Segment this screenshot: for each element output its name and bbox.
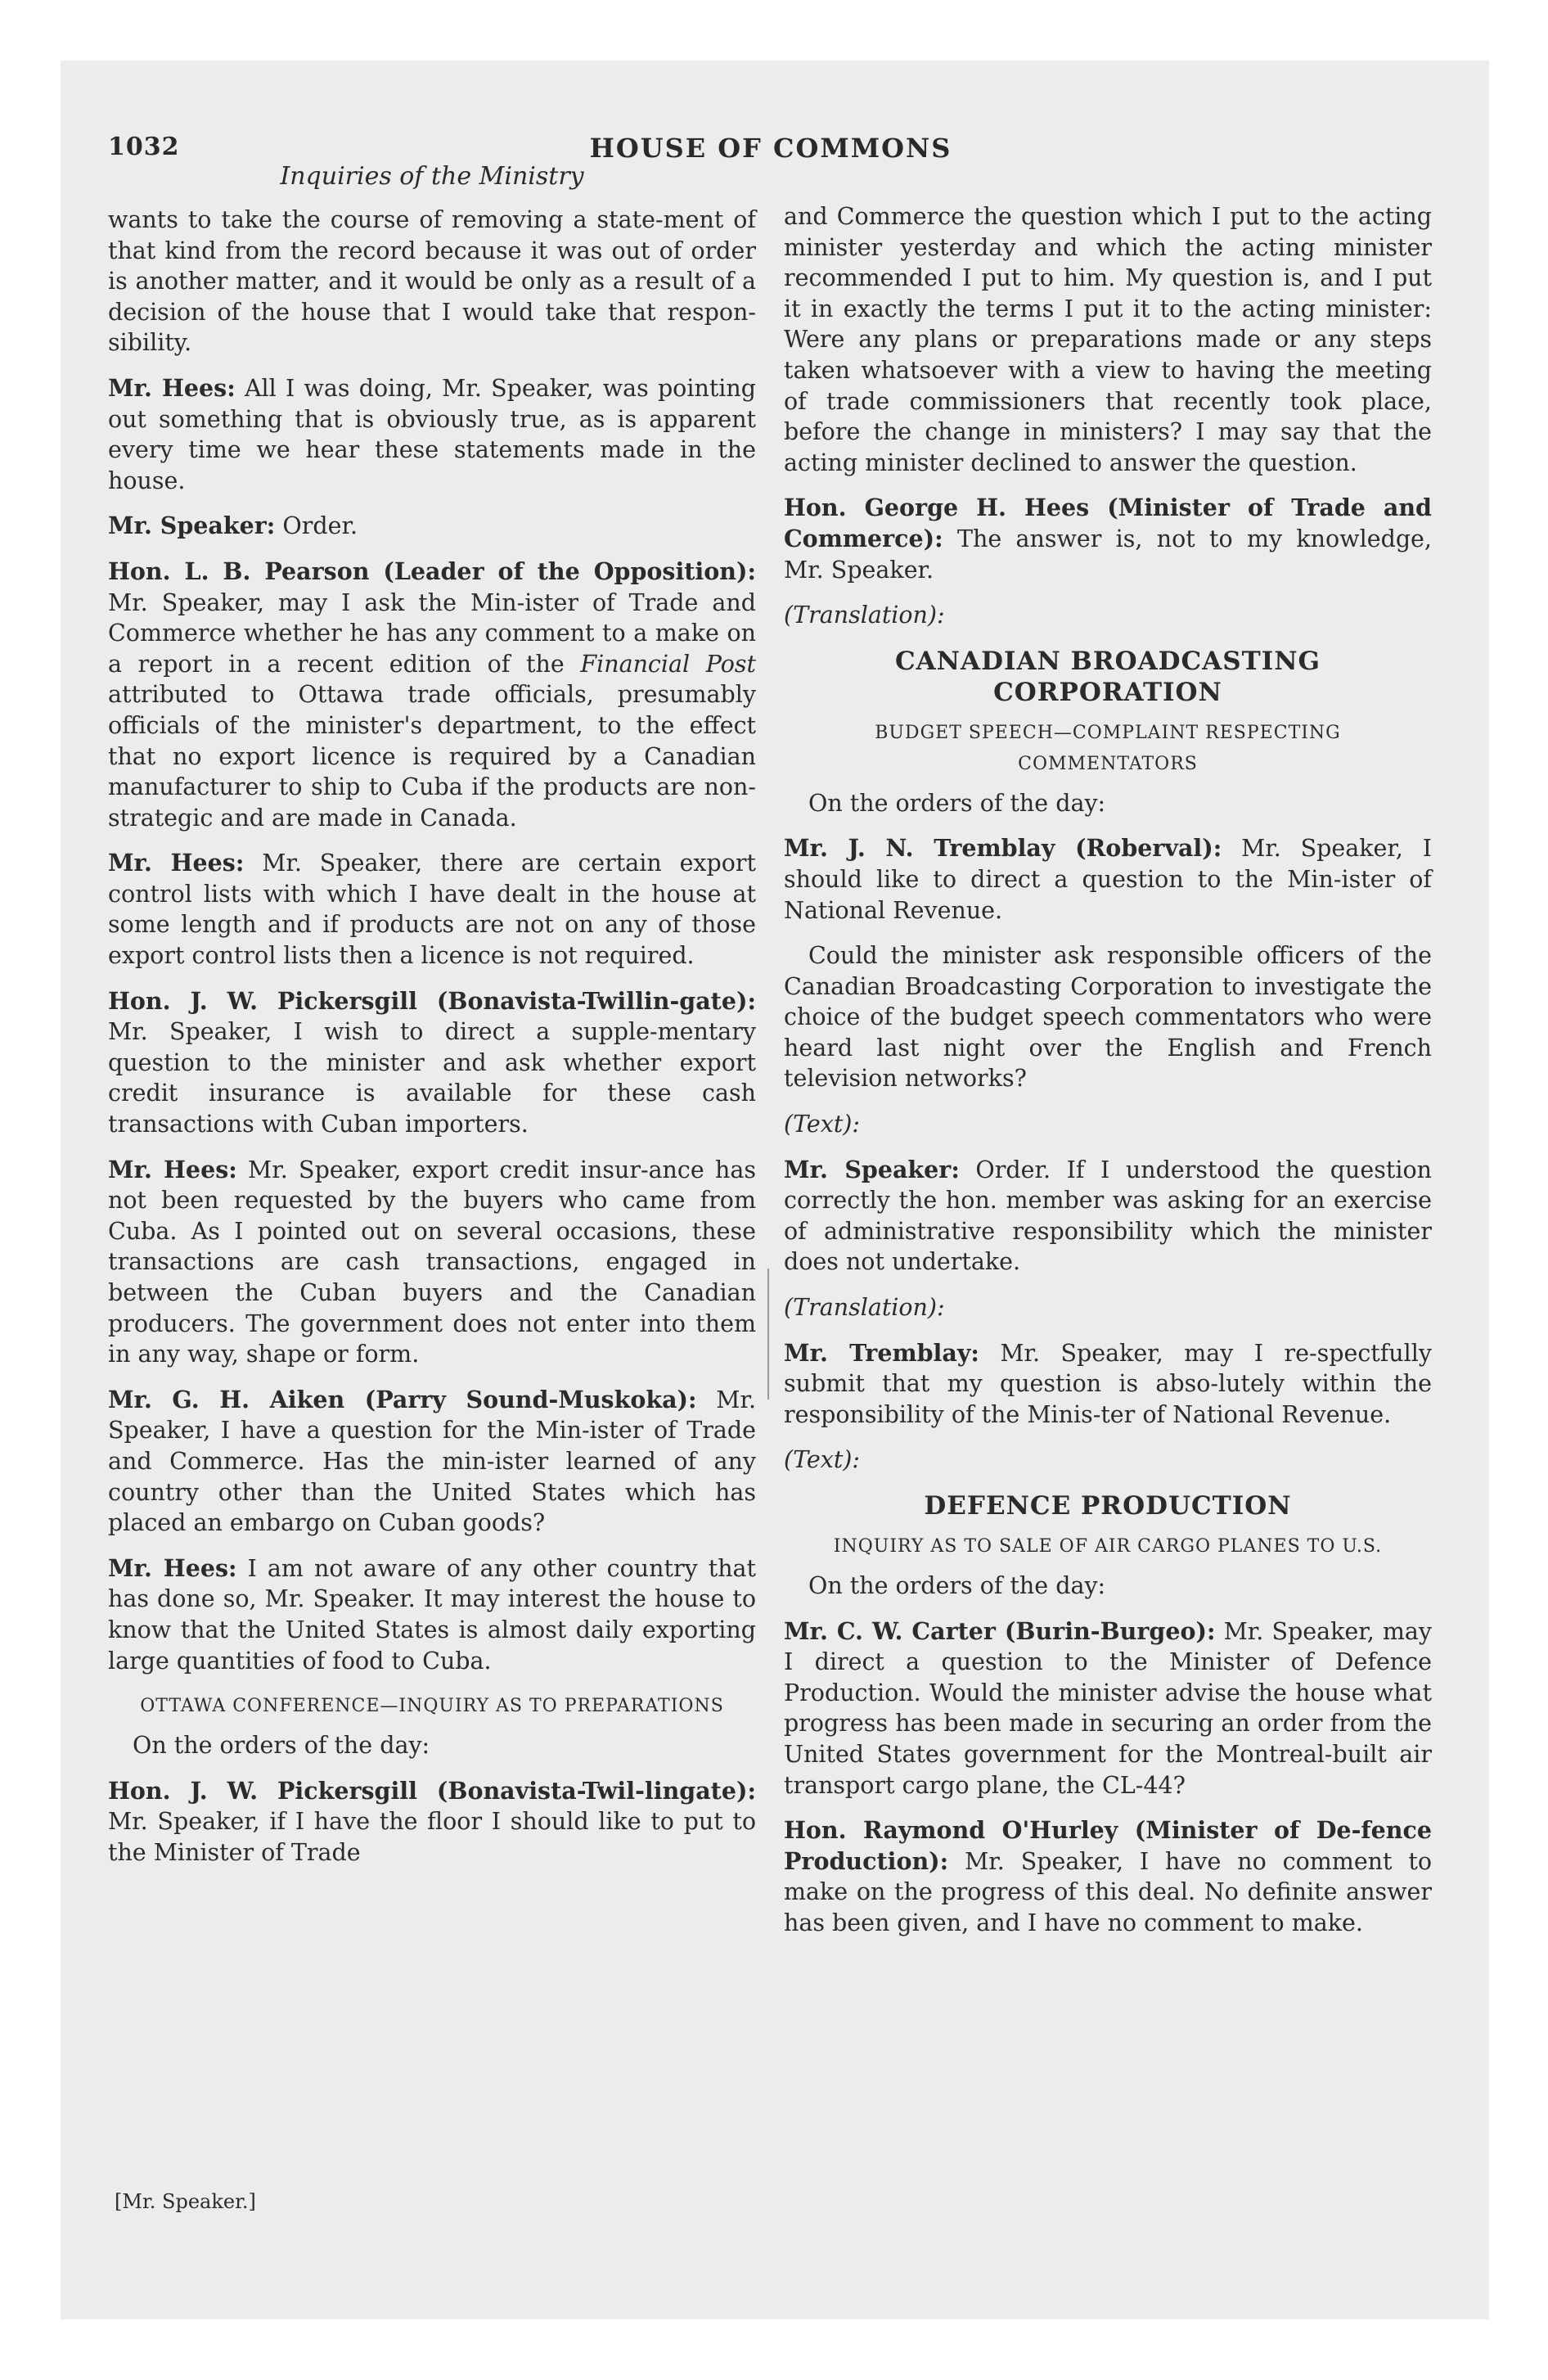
speech-text: Mr. Speaker, export credit insur-ance has not been requested by the buyers who came from Cuba. As I pointed out on several occasions, these transactions are cash transactions, engaged in between the Cuban buyers and the Canadian producers. The government does not enter into them in any way, shape or form.	[108, 1156, 756, 1368]
left-column	[108, 205, 756, 1883]
speaker-name: Mr. Hees:	[108, 373, 236, 402]
speaker-name: Hon. George H. Hees (Minister of Trade and Commerce):	[784, 494, 1432, 552]
sub-heading: BUDGET SPEECH—COMPLAINT RESPECTING COMMENTATORS	[875, 722, 1341, 774]
speaker-name: Hon. J. W. Pickersgill (Bonavista-Twillin-gate):	[108, 986, 756, 1015]
speaker-name: Mr. Speaker:	[784, 1155, 960, 1183]
speaker-name: Hon. L. B. Pearson (Leader of the Opposition):	[108, 557, 756, 585]
speech	[108, 373, 756, 496]
speech-text: Mr. Speaker, I have a question for the Min-ister of Trade and Commerce. Has the min-ister learned of any country other than the United States which has placed an embargo on Cuban goods?	[108, 1386, 757, 1537]
speech	[784, 1815, 1432, 1938]
speaker-name: Mr. Tremblay:	[784, 1338, 979, 1367]
speech-text: Mr. Speaker, I wish to direct a supple-mentary question to the minister and ask whether export credit insurance is available for these cash transactions with Cuban importers.	[108, 1018, 756, 1138]
speaker-name: Mr. J. N. Tremblay (Roberval):	[784, 834, 1222, 863]
speech	[784, 493, 1432, 585]
speaker-name: Mr. G. H. Aiken (Parry Sound-Muskoka):	[108, 1385, 697, 1413]
speech-text: Mr. Speaker, there are certain export control lists with which I have dealt in the house at some length and if products are not on any of those export control lists then a licence is not required.	[108, 850, 756, 970]
speech-text: I am not aware of any other country that has done so, Mr. Speaker. It may interest the house to know that the United States is almost daily exporting large quantities of food to Cuba.	[108, 1554, 756, 1675]
sub-heading: OTTAWA CONFERENCE—INQUIRY AS TO PREPARATIONS	[140, 1696, 724, 1717]
speech-text: Mr. Speaker, I have no comment to make on the progress of this deal. No definite answer has been given, and I have no comment to make.	[784, 1847, 1432, 1936]
section-subject: Inquiries of the Ministry	[280, 162, 584, 191]
speech-text: Mr. Speaker, if I have the floor I should like to put to the Minister of Trade	[108, 1808, 756, 1866]
orders-line: On the orders of the day:	[808, 1572, 1106, 1599]
speech	[108, 511, 756, 542]
speaker-name: Mr. C. W. Carter (Burin-Burgeo):	[784, 1616, 1216, 1645]
paragraph: wants to take the course of removing a state-ment of that kind from the record because it was out of order is another matter, and it would be only as a result of a decision of the house that I would take that respon-sibility.	[108, 206, 756, 357]
paragraph: and Commerce the question which I put to the acting minister yesterday and which the acting minister recommended I put to him. My question is, and I put it in exactly the terms I put it to the acting minister: Were any plans or preparations made or any steps taken whatsoever with a view to having the meeting of trade commissioners that recently took place, before the change in ministers? I may say that the acting minister declined to answer the question.	[784, 203, 1432, 476]
speech	[108, 1385, 756, 1539]
speech-text: Order. If I understood the question correctly the hon. member was asking for an exercise of administrative responsibility which the minister does not undertake.	[784, 1156, 1432, 1276]
speech-text: attributed to Ottawa trade officials, presumably officials of the minister's department, to the effect that no export licence is required by a Canadian manufacturer to ship to Cuba if the products are non-strategic and are made in Canada.	[108, 681, 756, 832]
speech	[108, 1776, 756, 1868]
running-head: HOUSE OF COMMONS	[589, 133, 952, 164]
margin-mark	[767, 1269, 769, 1400]
speech-text: Mr. Speaker, may I re-spectfully submit that my question is abso-lutely within the responsibility of the Minis-ter of National Revenue.	[784, 1339, 1432, 1428]
speech	[784, 833, 1432, 926]
speech-text: Mr. Speaker, I should like to direct a question to the Min-ister of National Revenue.	[784, 835, 1433, 924]
speaker-name: Mr. Hees:	[108, 1155, 237, 1183]
orders-line: On the orders of the day:	[133, 1732, 430, 1760]
speech	[108, 1155, 756, 1370]
translation-marker: (Translation):	[784, 602, 945, 629]
text-marker: (Text):	[784, 1446, 861, 1474]
speaker-name: Hon. Raymond O'Hurley (Minister of De-fence Production):	[784, 1816, 1432, 1875]
paragraph: Could the minister ask responsible officers of the Canadian Broadcasting Corporation to investigate the choice of the budget speech commentators who were heard last night over the English and French television networks?	[784, 942, 1432, 1093]
speech	[784, 1338, 1432, 1431]
speech	[784, 1616, 1432, 1801]
section-heading: CANADIAN BROADCASTING CORPORATION	[894, 646, 1321, 707]
speech	[784, 1155, 1432, 1278]
speech-text: All I was doing, Mr. Speaker, was pointing out something that is obviously true, as is apparent every time we hear these statements made in the house.	[108, 374, 756, 494]
speech	[108, 1553, 756, 1676]
section-heading: DEFENCE PRODUCTION	[924, 1491, 1292, 1521]
speaker-name: Mr. Hees:	[108, 849, 245, 877]
speech-text: Order.	[275, 512, 358, 540]
speaker-name: Mr. Speaker:	[108, 512, 276, 540]
right-column	[784, 201, 1432, 1954]
speaker-name: Mr. Hees:	[108, 1553, 237, 1582]
speech	[108, 986, 756, 1140]
speech-text: The answer is, not to my knowledge, Mr. Speaker.	[784, 525, 1432, 584]
sub-heading: INQUIRY AS TO SALE OF AIR CARGO PLANES TO U.S.	[833, 1536, 1383, 1557]
speech-text: Mr. Speaker, may I ask the Min-ister of Trade and Commerce whether he has any comment to a make on a report in a recent edition of the	[108, 588, 756, 678]
page-number: 1032	[108, 133, 180, 161]
speaker-name: Hon. J. W. Pickersgill (Bonavista-Twil-lingate):	[108, 1776, 756, 1805]
translation-marker: (Translation):	[784, 1294, 945, 1322]
speech-text: Mr. Speaker, may I direct a question to the Minister of Defence Production. Would the minister advise the house what progress has been made in securing an order from the United States government for the Montreal-built air transport cargo plane, the CL-44?	[784, 1617, 1432, 1799]
speech	[108, 848, 756, 971]
footer-note: [Mr. Speaker.]	[115, 2190, 256, 2213]
speech	[108, 557, 756, 833]
orders-line: On the orders of the day:	[808, 789, 1106, 817]
publication-title: Financial Post	[580, 650, 756, 678]
text-marker: (Text):	[784, 1111, 861, 1138]
